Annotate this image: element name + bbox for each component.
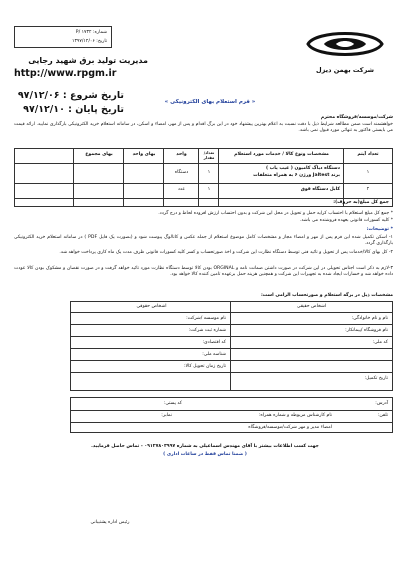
postal-code-field[interactable]: کد پستی:	[163, 401, 182, 406]
bahman-logo-icon	[300, 28, 390, 66]
number-date-box	[14, 26, 112, 48]
management-title: مدیریت تولید برق شهید رجایی	[28, 56, 148, 65]
company-logo	[300, 28, 390, 78]
manager-signature-field[interactable]: امضاء مدیر و مهر شرکت/موسسه/فروشگاه	[248, 425, 332, 430]
address-field[interactable]: آدرس:	[375, 401, 388, 406]
explanation-2: ۲- کل بهای کالا/خدمات پس از تحویل و تائید فنی توسط دستگاه نظارت این شرکت و اخذ صورتحساب و کسر کلیه کسورات قانونی ظرف مدت یک ماه کاری پرداخت خواهد شد.	[59, 250, 393, 255]
table-row-count: ۱	[366, 170, 370, 175]
th-unit-price: بهای واحد	[132, 152, 156, 157]
contact-info-line: جهت کسب اطلاعات بیشتر با آقای مهندس اسماعیلی به شماره ۰۹۱۲۷۸۰۳۹۹۷ - تماس حاصل فرمایید.	[91, 444, 319, 449]
fax-field[interactable]: نمابر:	[161, 413, 172, 418]
phone-field[interactable]: تلفن:	[377, 413, 388, 418]
table-row-qty: ۱	[207, 187, 211, 192]
seller-info-title: مشخصات ذیل در برگه استعلام و صورتحساب الزامی است:	[260, 293, 393, 298]
table-row-desc: کابل دستگاه فوق	[300, 187, 340, 192]
table-row-unit: دستگاه	[174, 170, 189, 175]
website-url: http://www.rpgm.ir	[14, 68, 117, 79]
legal-persons-header: اشخاص حقوقی	[136, 304, 167, 309]
th-description: مشخصات ونوع کالا / خدمات مورد استعلام	[234, 152, 329, 157]
form-title: « فرم استعلام بهای الکترونیکی »	[164, 99, 256, 105]
th-unit: واحد	[176, 152, 187, 157]
th-qty: تعداد/مقدار	[203, 150, 215, 160]
end-date: تاریخ پایان : ۹۷/۱۲/۱۰	[23, 104, 124, 115]
form-number: شماره: P/ ۱۷۳۲	[75, 30, 107, 35]
support-head-signature: رئیس اداره پشتیبانی	[90, 520, 130, 525]
delivery-date-field[interactable]: تاریخ زمان تحویل کالا:	[183, 364, 226, 369]
full-name-field[interactable]: نام و نام خانوادگی:	[351, 316, 388, 321]
national-code-field[interactable]: کد ملی:	[372, 340, 388, 345]
office-hours-note: ( ضمنا تماس فقط در ساعات اداری )	[163, 452, 247, 457]
economic-code-field[interactable]: کد اقتصادی:	[202, 340, 226, 345]
seller-info-table	[70, 301, 393, 391]
table-row-qty: ۱	[207, 170, 211, 175]
start-date: تاریخ شروع : ۹۷/۱۲/۰۶	[17, 90, 124, 101]
note-1: * جمع کل مبلغ استعلام با احتساب کرایه حمل و تحویل در محل این شرکت و بدون احتساب ارزش افزوده لحاظ و درج گردد.	[158, 211, 393, 216]
intro-text: خواهشمند است ضمن مطالعه شرایط ذیل با دقت نسبت به اعلام بهترین پیشنهاد خود در این برگ اقدام و پس از مهر، امضاء و اسکن، در سامانه استعلام خرید الکترونیکی بارگذاری نمایید. ارائه قیمت می بایستی فاکتور به تنهائی مورد قبول نمی باشد.	[14, 122, 393, 134]
company-name-field[interactable]: نام موسسه /شرکت:	[186, 316, 226, 321]
natural-persons-header: اشخاص حقیقی	[296, 304, 327, 309]
explanations-title: * توضیحات:	[366, 227, 393, 232]
greeting: شرکت/موسسه/فروشگاه محترم	[320, 115, 393, 120]
company-name: شرکت بهمن دیزل	[315, 66, 375, 74]
th-total-price: بهای مجموع	[85, 152, 113, 157]
items-table	[14, 148, 393, 207]
sum-label: جمع کل مبلغ(به حروف):	[333, 200, 389, 205]
table-row-count: ۲	[366, 187, 370, 192]
table-row-desc: دستگاه دیاگ کامیون ( عیب یاب )	[265, 166, 340, 171]
note-2: * کلیه کسورات قانونی بعهده فروشنده می باشد.	[299, 218, 393, 223]
agent-field[interactable]: نام کارشناس مربوطه و شماره همراه:	[258, 413, 332, 418]
explanation-1: ۱- اسکن تکمیل شده این فرم پس از مهر و امضاء مجاز و مشخصات کامل موضوع استعلام از جمله عکس و کاتالوگ پیوست شود و (بصورت یک فایل PDF ) در سامانه استعلام خرید الکترونیکی بارگذاری گردد.	[14, 235, 393, 247]
national-id-field[interactable]: شناسه ملی:	[202, 352, 226, 357]
th-count: تعداد آیتم	[357, 152, 379, 157]
store-name-field[interactable]: نام فروشگاه /پیمانکار:	[345, 328, 388, 333]
registration-number-field[interactable]: شماره ثبت شرکت:	[188, 328, 226, 333]
form-date: تاریخ: ۱۳۹۷/۱۲/۰۶	[72, 39, 107, 44]
completion-date-field[interactable]: تاریخ تکمیل:	[364, 376, 388, 381]
contact-box	[70, 397, 393, 433]
explanation-3: ۳-لازم به ذکر است اجناس تحویلی در این شرکت در صورت داشتن ضمانت نامه و ORGINAL بودن کالا توسط دستگاه نظارت مورد تائید خواهد گرفت و در صورت نقصان و مشکوک بودن کالا عودت داده خواهد شد و خسارات ایجاد شده به تجهیزات این شرکت و همچنین هزینه حمل برعهده تامین کننده کالا خواهد بود.	[14, 266, 393, 278]
table-row-desc-2: برند Jaltest ورژن ۶ به همراه متعلقات	[253, 173, 340, 178]
table-row-unit: عدد	[177, 187, 186, 192]
